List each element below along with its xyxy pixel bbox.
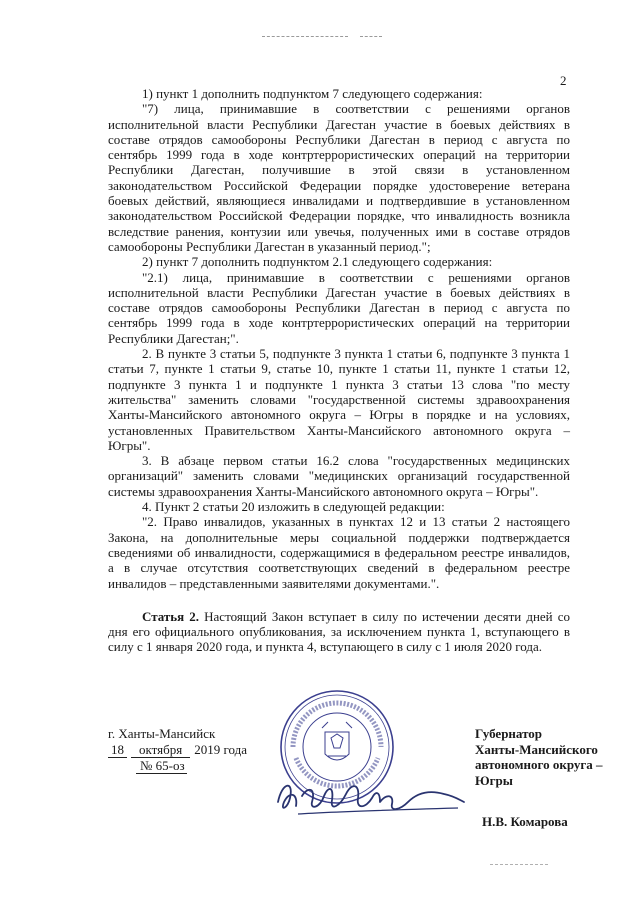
- governor-title-line-3: автономного округа – Югры: [475, 757, 603, 788]
- date-day: 18: [108, 742, 127, 759]
- coat-of-arms-icon: [322, 722, 352, 760]
- paragraph-amend-1: 1) пункт 1 дополнить подпунктом 7 следующего содержания:: [142, 86, 483, 101]
- governor-title: [475, 726, 640, 788]
- paragraph-new-wording: "2. Право инвалидов, указанных в пунктах 12 и 13 статьи 2 настоящего Закона, на дополнительные меры социальной поддержки подтверждается сведениями об инвалидности, содержащимися в федеральном реестре инвалидов, а в случае отсутствия соответствующих сведений в федеральном реестре инвалидов – представленными заявителями документами.".: [108, 514, 570, 591]
- paragraph-item-4: 4. Пункт 2 статьи 20 изложить в следующей редакции:: [142, 499, 445, 515]
- paragraph-subitem-2-1: "2.1) лица, принимавшие в соответствии с решениями органов исполнительной власти Республики Дагестан участие в боевых действиях в составе отрядов самообороны Республики Дагестан в период с августа по сентябрь 1999 года в ходе контртеррористических операций на территории Республики Дагестан;".: [108, 269, 570, 346]
- article-2-text: Настоящий Закон вступает в силу по истечении десяти дней со дня его официального опубликования, за исключением пункта 1, вступающего в силу с 1 января 2020 года, и пункта 4, вступающего в силу с 1 июля 2020 года.: [108, 608, 570, 655]
- paragraph-amend-2: 2) пункт 7 дополнить подпунктом 2.1 следующего содержания:: [142, 254, 493, 270]
- date-month: октября: [131, 742, 190, 759]
- bottom-divider: [490, 864, 548, 865]
- paragraph-item-2: 2. В пункте 3 статьи 5, подпункте 3 пункта 1 статьи 6, подпункте 3 пункта 1 статьи 7, пункте 1 статьи 9, статье 10, пункте 1 статьи 11, пункте 1 статьи 12, подпункте 3 пункта 1 и подпункте 1 пункта 3 статьи 13 слова "по месту жительства" заменить словами "государственной системы здравоохранения Ханты-Мансийского автономного округа – Югры в порядке и на условиях, установленных Правительством Ханты-Мансийского автономного округа – Югры".: [108, 346, 570, 453]
- top-divider: [262, 36, 348, 37]
- city: г. Ханты-Мансийск: [108, 726, 216, 741]
- paragraph-subitem-7: "7) лица, принимавшие в соответствии с решениями органов исполнительной власти Республики Дагестан участие в боевых действиях в составе отрядов самообороны Республики Дагестан в период с августа по сентябрь 1999 года в ходе контртеррористических операций на территории Республики Дагестан, получившие в этой связи в установленном законодательством Российской Федерации порядке удостоверение ветерана боевых действий, являющиеся инвалидами и подтвердившие в установленном законодательством Российской Федерации порядке, что инвалидность возникла вследствие ранения, контузии или увечья, полученных ими в составе отрядов самообороны Республики Дагестан в указанный период.";: [108, 101, 570, 254]
- handwritten-signature: [268, 772, 468, 820]
- law-number-prefix: №: [140, 758, 153, 773]
- law-body: [108, 86, 570, 655]
- paragraph-item-3: 3. В абзаце первом статьи 16.2 слова "государственных медицинских организаций" заменить словами "медицинских организаций государственной системы здравоохранения Ханты-Мансийского автономного округа – Югры".: [108, 453, 570, 499]
- article-2-heading: Статья 2.: [142, 608, 200, 624]
- governor-title-line-1: Губернатор: [475, 726, 543, 741]
- law-number: 65-оз: [155, 758, 185, 773]
- article-2: [108, 609, 570, 655]
- signer-name: Н.В. Комарова: [482, 814, 568, 829]
- page-number: 2: [560, 73, 567, 88]
- top-divider-fragment: [360, 36, 382, 37]
- place-date-number: [108, 726, 247, 774]
- date-year: 2019 года: [194, 741, 248, 757]
- law-number-line: [136, 758, 247, 774]
- date-line: [108, 742, 247, 759]
- governor-title-line-2: Ханты-Мансийского: [475, 741, 598, 757]
